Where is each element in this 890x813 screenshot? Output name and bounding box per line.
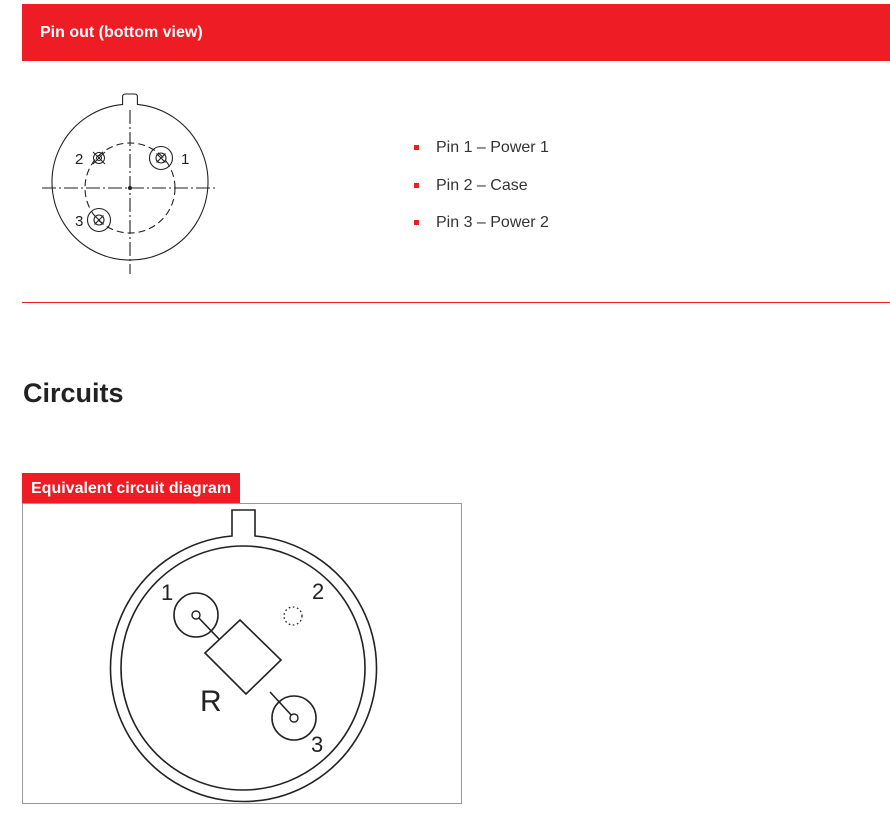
pin-list-label: Pin 1 – Power 1 — [436, 139, 549, 156]
lead-pin1-resistor — [196, 615, 219, 639]
connector-outer-outline — [111, 510, 377, 802]
pin-list-label: Pin 2 – Case — [436, 176, 528, 194]
circuit-diagram — [22, 503, 462, 804]
pin-3-label: 3 — [311, 732, 324, 757]
pinout-diagram — [38, 88, 223, 283]
bullet-square-icon — [414, 220, 419, 225]
list-item — [413, 211, 549, 249]
resistor-symbol — [205, 620, 281, 694]
pinout-header-title: Pin out (bottom view) — [40, 24, 203, 41]
pin-list-label: Pin 3 – Power 2 — [436, 214, 549, 231]
pin-3-contact — [290, 714, 298, 722]
section-divider — [22, 302, 890, 303]
connector-bottom-view-drawing — [38, 88, 223, 278]
list-item — [413, 174, 549, 212]
pin-2-label: 2 — [312, 579, 325, 604]
pinout-header — [22, 4, 890, 61]
circuit-diagram-tab: Equivalent circuit diagram — [22, 473, 240, 504]
pin-2-empty-position — [284, 607, 302, 625]
pin-1-contact — [192, 611, 200, 619]
connector-inner-ring — [121, 546, 365, 790]
resistor-label: R — [200, 685, 222, 718]
pin-1-symbol — [150, 147, 173, 170]
pin-2-symbol — [93, 152, 105, 164]
pin-list — [413, 136, 549, 249]
bullet-square-icon — [414, 145, 419, 150]
pin-1-label: 1 — [181, 151, 190, 168]
center-dot — [128, 186, 132, 190]
pin-2-label: 2 — [75, 151, 84, 168]
circuits-title: Circuits — [23, 378, 124, 408]
equivalent-circuit-drawing — [23, 504, 461, 803]
pin-1-label: 1 — [161, 580, 174, 605]
bullet-square-icon — [414, 183, 419, 188]
pin-3-symbol — [88, 209, 111, 232]
pin-3-label: 3 — [75, 213, 84, 230]
list-item — [413, 136, 549, 174]
